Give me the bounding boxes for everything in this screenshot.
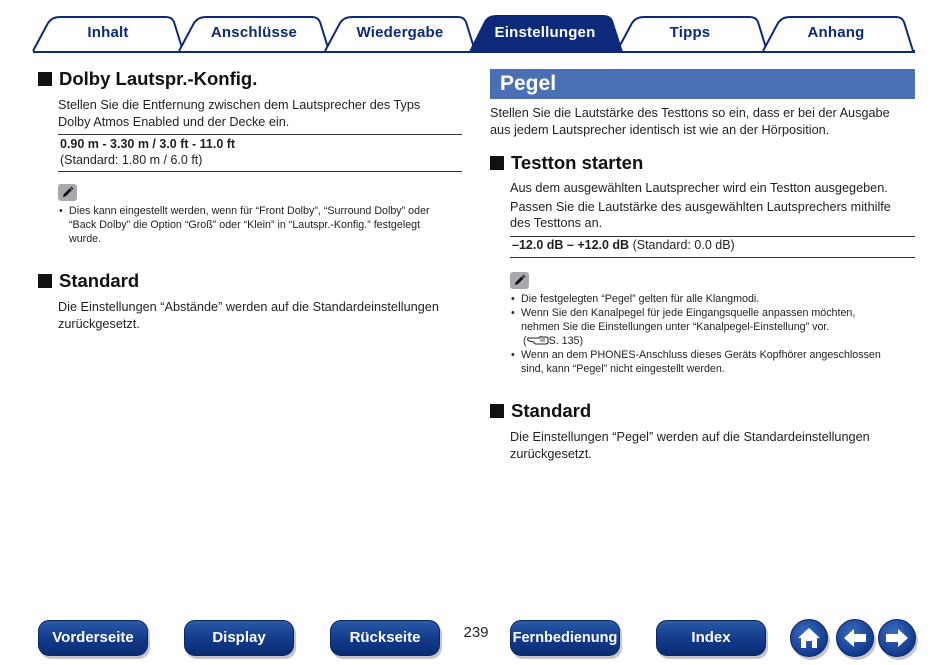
dolby-note-list	[58, 204, 462, 246]
note-line: Wenn Sie den Kanalpegel für jede Eingangsquelle anpassen möchten,	[521, 307, 856, 319]
pencil-icon	[510, 272, 529, 289]
standard-description-line: zurückgesetzt.	[58, 316, 140, 331]
display-button[interactable]: Display	[184, 620, 294, 656]
note-line: Dies kann eingestellt werden, wenn für “Front Dolby”, “Surround Dolby” oder	[69, 205, 430, 217]
testton-description	[510, 180, 915, 232]
tab-wiedergabe[interactable]: Wiedergabe	[356, 24, 444, 41]
forward-arrow-icon[interactable]	[878, 619, 916, 657]
tab-inhalt[interactable]: Inhalt	[87, 24, 129, 41]
heading-square-icon	[38, 274, 52, 288]
standard-heading-left	[38, 268, 462, 294]
testton-heading-text: Testton starten	[511, 152, 644, 173]
tab-einstellungen[interactable]: Einstellungen	[494, 24, 596, 41]
page-reference[interactable]: ( S. 135)	[523, 335, 584, 347]
pencil-icon	[58, 184, 77, 201]
testton-description-line: Passen Sie die Lautstärke des ausgewählten Lautsprechers mithilfe	[510, 199, 891, 214]
dolby-description-line: Stellen Sie die Entfernung zwischen dem Lautsprecher des Typs	[58, 98, 421, 112]
tab-anschluesse[interactable]: Anschlüsse	[210, 24, 298, 41]
heading-square-icon	[490, 404, 504, 418]
standard-heading-right	[490, 398, 915, 424]
dolby-spec-default: (Standard: 1.80 m / 6.0 ft)	[60, 152, 203, 167]
testton-spec-default: (Standard: 0.0 dB)	[632, 237, 735, 252]
pointing-hand-icon	[527, 335, 549, 345]
tab-anhang[interactable]: Anhang	[807, 24, 865, 41]
testton-spec-box	[510, 236, 915, 259]
left-column	[38, 66, 462, 332]
tab-tipps[interactable]: Tipps	[669, 24, 711, 41]
index-button[interactable]: Index	[656, 620, 766, 656]
vorderseite-button[interactable]: Vorderseite	[38, 620, 148, 656]
note-line: Wenn an dem PHONES-Anschluss dieses Geräts Kopfhörer angeschlossen	[521, 349, 881, 361]
pegel-description-line: aus jedem Lautsprecher identisch ist wie an der Hörposition.	[490, 122, 830, 137]
note-line: Die festgelegten “Pegel” gelten für alle Klangmodi.	[521, 293, 760, 305]
testton-description-line: des Testtons an.	[510, 216, 603, 230]
back-arrow-icon[interactable]	[836, 619, 874, 657]
dolby-heading	[38, 66, 462, 92]
list-item: • Dies kann eingestellt werden, wenn für “Front Dolby”, “Surround Dolby” oder “Back Dolby” die Option “Groß” oder “Klein” in “Lautspr.-Konfig.” festgelegt wurde.	[58, 204, 462, 246]
right-column	[490, 69, 915, 462]
testton-spec-range: –12.0 dB – +12.0 dB	[512, 237, 630, 252]
heading-square-icon	[38, 72, 52, 86]
page-reference-text[interactable]: S. 135	[548, 335, 580, 347]
note-line: wurde.	[69, 233, 102, 245]
standard-heading-text: Standard	[511, 400, 592, 421]
note-line: “Back Dolby” die Option “Groß” oder “Klein” in “Lautspr.-Konfig.” festgelegt	[69, 219, 421, 231]
standard-description-line: Die Einstellungen “Pegel” werden auf die Standardeinstellungen	[510, 430, 870, 444]
home-icon[interactable]	[790, 619, 828, 657]
dolby-spec-box	[58, 134, 462, 172]
list-item: • Wenn Sie den Kanalpegel für jede Eingangsquelle anpassen möchten, nehmen Sie die Einstellungen unter “Kanalpegel-Einstellung” vor. ( S. 135)	[510, 306, 915, 348]
testton-note-list	[510, 292, 915, 376]
page-number: 239	[463, 624, 489, 641]
heading-square-icon	[490, 156, 504, 170]
dolby-spec-range: 0.90 m - 3.30 m / 3.0 ft - 11.0 ft	[60, 137, 236, 151]
standard-heading-text: Standard	[59, 270, 140, 291]
pegel-title: Pegel	[490, 69, 915, 99]
testton-description-line: Aus dem ausgewählten Lautsprecher wird ein Testton ausgegeben.	[510, 181, 888, 195]
tab-bar	[0, 0, 950, 56]
rueckseite-button[interactable]: Rückseite	[330, 620, 440, 656]
dolby-description	[58, 97, 462, 130]
pegel-description-line: Stellen Sie die Lautstärke des Testtons so ein, dass er bei der Ausgabe	[490, 106, 890, 120]
standard-description-line: zurückgesetzt.	[510, 446, 592, 461]
list-item: • Die festgelegten “Pegel” gelten für alle Klangmodi.	[510, 292, 915, 306]
dolby-description-line: Dolby Atmos Enabled und der Decke ein.	[58, 114, 290, 129]
note-line: nehmen Sie die Einstellungen unter “Kanalpegel-Einstellung” vor.	[521, 321, 830, 333]
list-item: • Wenn an dem PHONES-Anschluss dieses Geräts Kopfhörer angeschlossen sind, kann “Pegel” nicht eingestellt werden.	[510, 348, 915, 376]
testton-heading	[490, 150, 915, 176]
pegel-description	[490, 105, 915, 138]
standard-description-right	[510, 429, 915, 462]
dolby-heading-text: Dolby Lautspr.-Konfig.	[59, 68, 258, 89]
standard-description-left	[58, 299, 462, 332]
standard-description-line: Die Einstellungen “Abstände” werden auf die Standardeinstellungen	[58, 300, 439, 314]
fernbedienung-button[interactable]: Fernbedienung	[510, 620, 620, 656]
note-line: sind, kann “Pegel” nicht eingestellt werden.	[521, 363, 725, 375]
